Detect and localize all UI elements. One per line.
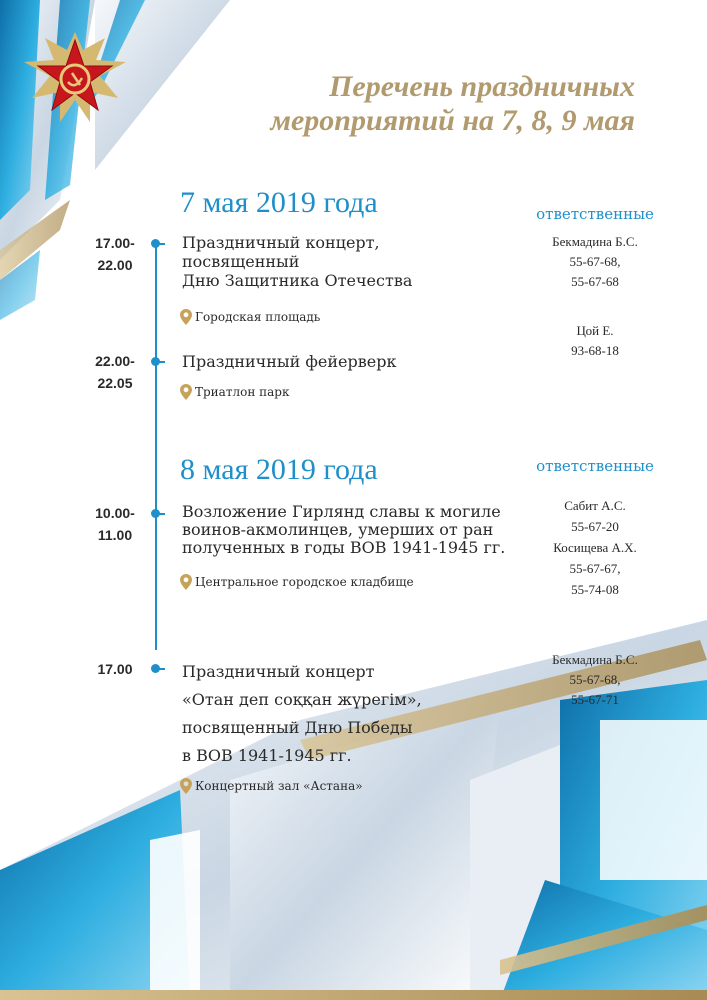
location-text: Центральное городское кладбище	[195, 575, 414, 589]
event-title	[182, 351, 396, 373]
event-line: Праздничный концерт,	[182, 233, 380, 252]
event-line: Праздничный концерт	[182, 662, 375, 681]
person-phone: 55-67-68,	[569, 672, 621, 687]
person-phone: 93-68-18	[571, 343, 619, 358]
time-start: 17.00-	[95, 235, 135, 251]
page-title	[150, 70, 635, 138]
person-phone: 55-67-71	[571, 692, 619, 707]
event-location	[180, 384, 289, 400]
event-title	[182, 658, 422, 770]
location-pin-icon	[180, 574, 192, 590]
time-end: 11.00	[97, 527, 133, 543]
day-heading-2: 8 мая 2019 года	[180, 453, 378, 486]
event-time	[75, 232, 155, 276]
title-line-2: мероприятий на 7, 8, 9 мая	[270, 104, 635, 137]
event-line: полученных в годы ВОВ 1941-1945 гг.	[182, 538, 506, 557]
event-line: воинов-акмолинцев, умерших от ран	[182, 520, 494, 539]
time-end: 22.05	[97, 375, 133, 391]
event-line: Дню Защитника Отечества	[182, 271, 413, 290]
event-line: Возложение Гирлянд славы к могиле	[182, 502, 501, 521]
time-start: 22.00-	[95, 353, 135, 369]
person-name: Бекмадина Б.С.	[552, 652, 638, 667]
responsible-person	[520, 495, 670, 600]
event-time	[75, 350, 155, 394]
event-time	[75, 502, 155, 546]
timeline-line	[155, 240, 157, 650]
title-line-1: Перечень праздничных	[329, 70, 635, 103]
event-location	[180, 574, 414, 590]
person-name: Сабит А.С.	[564, 498, 626, 513]
location-pin-icon	[180, 309, 192, 325]
event-time	[75, 658, 155, 680]
person-phone: 55-74-08	[571, 582, 619, 597]
event-location	[180, 309, 320, 325]
person-name: Косищева А.Х.	[553, 540, 637, 555]
order-star-icon	[20, 30, 130, 130]
event-title	[182, 233, 412, 290]
event-line: посвященный	[182, 252, 300, 271]
location-pin-icon	[180, 384, 192, 400]
event-location	[180, 778, 363, 794]
timeline-tick	[157, 513, 165, 515]
event-line: Праздничный фейерверк	[182, 352, 397, 371]
timeline-tick	[157, 361, 165, 363]
time-start: 10.00-	[95, 505, 135, 521]
day-heading-1: 7 мая 2019 года	[180, 186, 378, 219]
responsible-heading-2: ответственные	[536, 457, 654, 475]
person-name: Цой Е.	[576, 323, 614, 338]
person-phone: 55-67-67,	[569, 561, 621, 576]
event-title	[182, 503, 505, 557]
responsible-heading-1: ответственные	[536, 205, 654, 223]
person-phone: 55-67-68,	[569, 254, 621, 269]
time-end: 22.00	[97, 257, 133, 273]
event-line: в ВОВ 1941-1945 гг.	[182, 746, 352, 765]
timeline-tick	[157, 243, 165, 245]
timeline-tick	[157, 668, 165, 670]
location-pin-icon	[180, 778, 192, 794]
person-name: Бекмадина Б.С.	[552, 234, 638, 249]
person-phone: 55-67-68	[571, 274, 619, 289]
location-text: Городская площадь	[195, 310, 321, 324]
location-text: Концертный зал «Астана»	[195, 779, 363, 793]
responsible-person	[520, 650, 670, 710]
event-line: «Отан деп соққан жүрегім»,	[182, 690, 422, 709]
location-text: Триатлон парк	[195, 385, 290, 399]
person-phone: 55-67-20	[571, 519, 619, 534]
responsible-person	[520, 232, 670, 292]
responsible-person	[520, 321, 670, 361]
event-line: посвященный Дню Победы	[182, 718, 413, 737]
time-start: 17.00	[97, 661, 133, 677]
